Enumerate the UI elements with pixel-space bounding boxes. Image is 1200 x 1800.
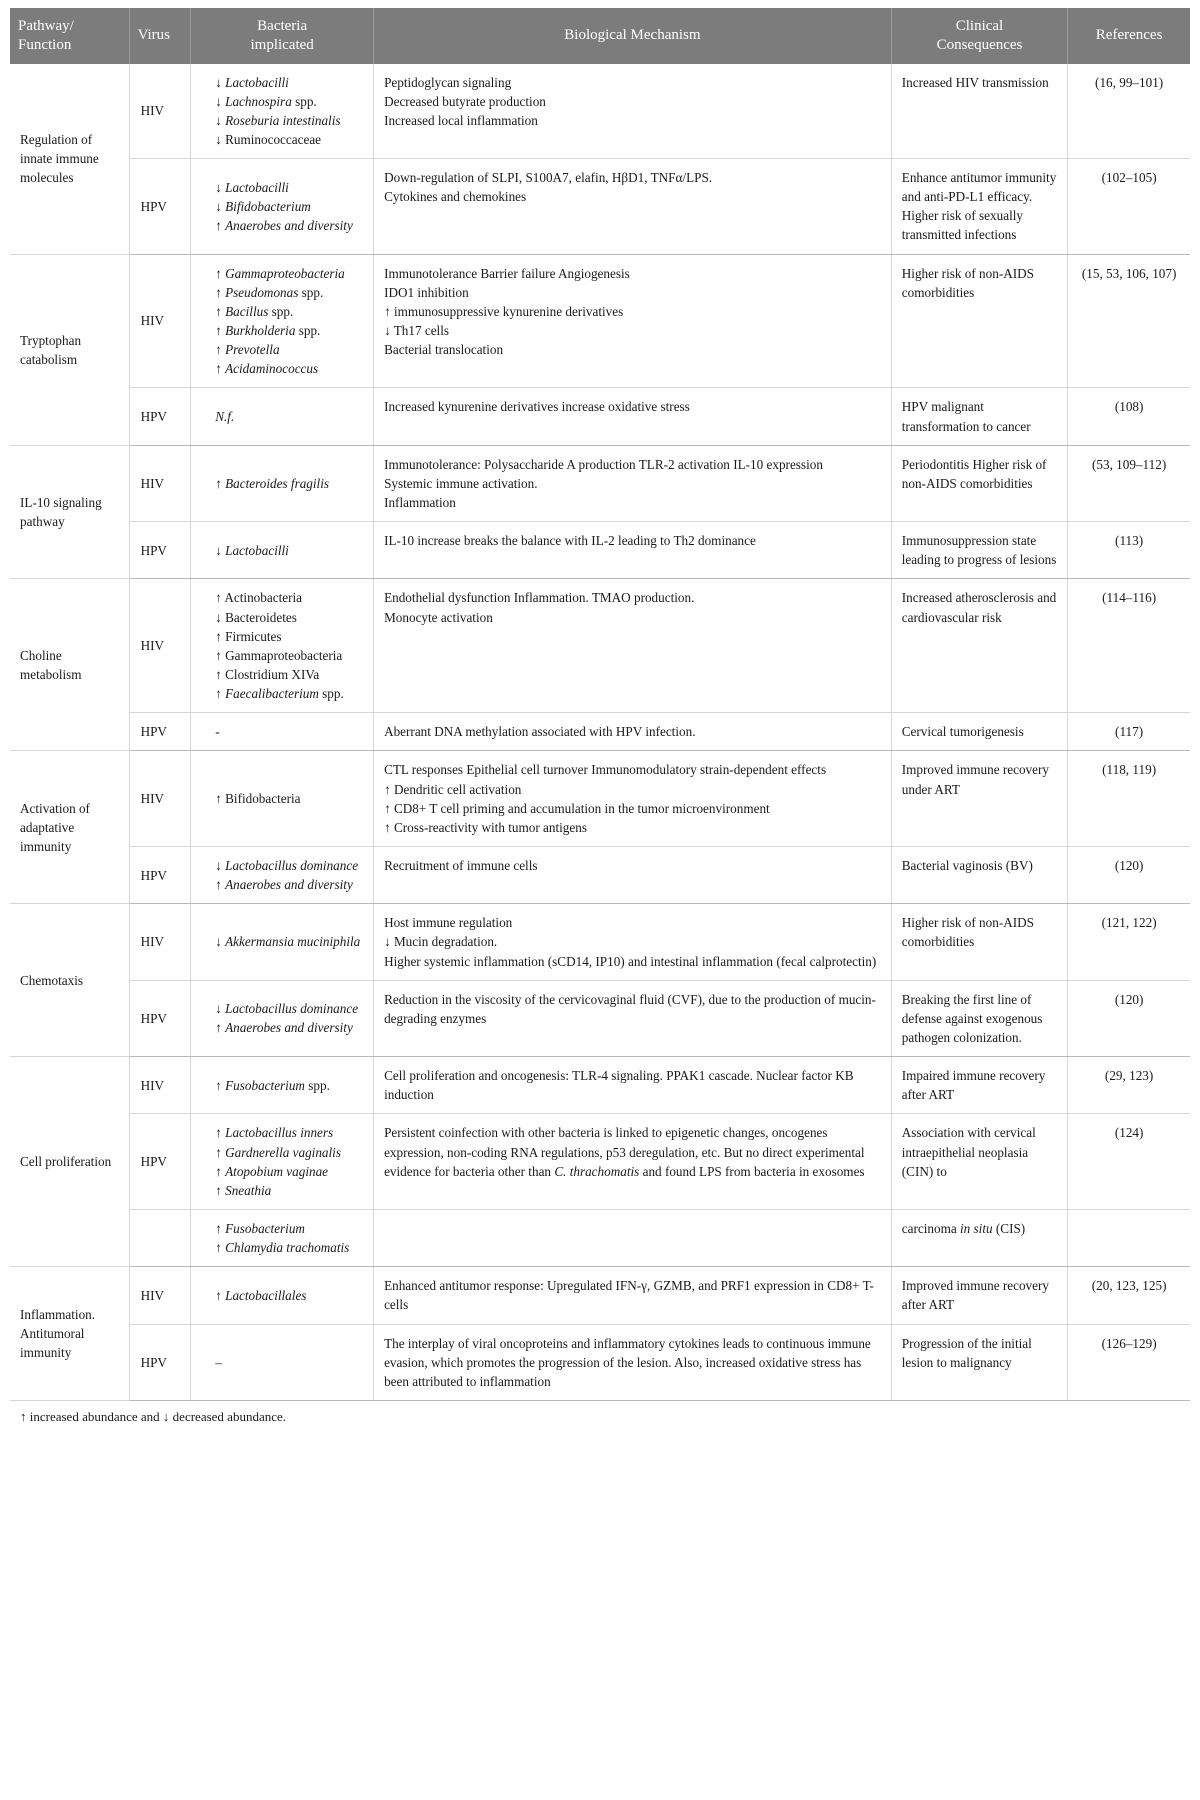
biological-mechanism-cell: Aberrant DNA methylation associated with HPV infection. — [374, 713, 892, 751]
virus-cell: HIV — [129, 904, 191, 980]
virus-cell: HPV — [129, 522, 191, 579]
table-row — [10, 751, 1190, 847]
table-body — [10, 64, 1190, 1401]
bacteria-implicated-cell: ↓ Lactobacillus dominance ↑ Anaerobes and diversity — [191, 980, 374, 1056]
bacteria-implicated-cell: ↓ Lactobacilli — [191, 522, 374, 579]
references-cell: (15, 53, 106, 107) — [1068, 254, 1190, 388]
references-cell: (120) — [1068, 980, 1190, 1056]
column-header-bacteria-implicated: Bacteria implicated — [191, 8, 374, 64]
clinical-consequences-cell: Enhance antitumor immunity and anti-PD-L1 efficacy. Higher risk of sexually transmitted infections — [891, 159, 1067, 255]
table-row — [10, 579, 1190, 713]
table-row — [10, 904, 1190, 980]
clinical-consequences-cell: Improved immune recovery under ART — [891, 751, 1067, 847]
footnote-row — [10, 1400, 1190, 1434]
bacteria-implicated-cell: ↑ Bacteroides fragilis — [191, 445, 374, 521]
clinical-consequences-cell: Association with cervical intraepithelial neoplasia (CIN) to — [891, 1114, 1067, 1210]
pathway-function-cell: Cell proliferation — [10, 1057, 129, 1267]
bacteria-implicated-cell: ↑ Fusobacterium spp. — [191, 1057, 374, 1114]
table-footer — [10, 1400, 1190, 1434]
table-row — [10, 713, 1190, 751]
biological-mechanism-cell: The interplay of viral oncoproteins and inflammatory cytokines leads to continuous immune evasion, which promotes the progression of the lesion. Also, increased oxidative stress has been attributed to inflammation — [374, 1324, 892, 1400]
references-cell: (108) — [1068, 388, 1190, 445]
references-cell: (118, 119) — [1068, 751, 1190, 847]
clinical-consequences-cell: Cervical tumorigenesis — [891, 713, 1067, 751]
table-row — [10, 1209, 1190, 1266]
biological-mechanism-cell: IL-10 increase breaks the balance with IL-2 leading to Th2 dominance — [374, 522, 892, 579]
references-cell: (114–116) — [1068, 579, 1190, 713]
footnote-text: ↑ increased abundance and ↓ decreased abundance. — [10, 1400, 1190, 1434]
bacteria-implicated-cell: ↓ Lactobacilli ↓ Bifidobacterium ↑ Anaerobes and diversity — [191, 159, 374, 255]
virus-cell: HPV — [129, 713, 191, 751]
virus-cell: HPV — [129, 980, 191, 1056]
column-header-pathway-function: Pathway/ Function — [10, 8, 129, 64]
virus-cell: HIV — [129, 254, 191, 388]
virus-cell: HIV — [129, 64, 191, 159]
biological-mechanism-cell: Host immune regulation ↓ Mucin degradation. Higher systemic inflammation (sCD14, IP10) and intestinal inflammation (fecal calprotectin) — [374, 904, 892, 980]
bacteria-implicated-cell: ↓ Lactobacilli ↓ Lachnospira spp. ↓ Roseburia intestinalis ↓ Ruminococcaceae — [191, 64, 374, 159]
bacteria-implicated-cell: ↑ Lactobacillales — [191, 1267, 374, 1324]
references-cell: (124) — [1068, 1114, 1190, 1210]
references-cell: (117) — [1068, 713, 1190, 751]
virus-cell: HPV — [129, 159, 191, 255]
table-row — [10, 64, 1190, 159]
bacteria-implicated-cell: ↓ Lactobacillus dominance ↑ Anaerobes and diversity — [191, 847, 374, 904]
virus-cell: HPV — [129, 1324, 191, 1400]
biological-mechanism-cell: Cell proliferation and oncogenesis: TLR-4 signaling. PPAK1 cascade. Nuclear factor KB induction — [374, 1057, 892, 1114]
virus-cell: HIV — [129, 579, 191, 713]
references-cell: (53, 109–112) — [1068, 445, 1190, 521]
virus-cell: HPV — [129, 1114, 191, 1210]
bacteria-implicated-cell: ↑ Gammaproteobacteria ↑ Pseudomonas spp. ↑ Bacillus spp. ↑ Burkholderia spp. ↑ Prevotella ↑ Acidaminococcus — [191, 254, 374, 388]
biological-mechanism-cell: Increased kynurenine derivatives increase oxidative stress — [374, 388, 892, 445]
column-header-clinical-consequences: Clinical Consequences — [891, 8, 1067, 64]
virus-cell — [129, 1209, 191, 1266]
clinical-consequences-cell: HPV malignant transformation to cancer — [891, 388, 1067, 445]
clinical-consequences-cell: Higher risk of non-AIDS comorbidities — [891, 904, 1067, 980]
biological-mechanism-cell: CTL responses Epithelial cell turnover Immunomodulatory strain-dependent effects ↑ Dendritic cell activation ↑ CD8+ T cell priming and accumulation in the tumor microenvironment ↑ Cross-reactivity with tumor antigens — [374, 751, 892, 847]
bacteria-implicated-cell: ↑ Fusobacterium ↑ Chlamydia trachomatis — [191, 1209, 374, 1266]
bacteria-implicated-cell: ↑ Actinobacteria ↓ Bacteroidetes ↑ Firmicutes ↑ Gammaproteobacteria ↑ Clostridium XIVa ↑ Faecalibacterium spp. — [191, 579, 374, 713]
table-row — [10, 254, 1190, 388]
header-row — [10, 8, 1190, 64]
table-row — [10, 980, 1190, 1056]
table-row — [10, 1114, 1190, 1210]
bacteria-implicated-cell: ↑ Lactobacillus inners ↑ Gardnerella vaginalis ↑ Atopobium vaginae ↑ Sneathia — [191, 1114, 374, 1210]
biological-mechanism-cell: Down-regulation of SLPI, S100A7, elafin, HβD1, TNFα/LPS. Cytokines and chemokines — [374, 159, 892, 255]
clinical-consequences-cell: Increased HIV transmission — [891, 64, 1067, 159]
references-cell: (16, 99–101) — [1068, 64, 1190, 159]
clinical-consequences-cell: carcinoma in situ (CIS) — [891, 1209, 1067, 1266]
pathway-function-table — [10, 8, 1190, 1435]
references-cell — [1068, 1209, 1190, 1266]
bacteria-implicated-cell: ↑ Bifidobacteria — [191, 751, 374, 847]
clinical-consequences-cell: Impaired immune recovery after ART — [891, 1057, 1067, 1114]
virus-cell: HIV — [129, 445, 191, 521]
table-row — [10, 388, 1190, 445]
clinical-consequences-cell: Periodontitis Higher risk of non-AIDS comorbidities — [891, 445, 1067, 521]
biological-mechanism-cell: Persistent coinfection with other bacteria is linked to epigenetic changes, oncogenes expression, non-coding RNA regulations, p53 deregulation, etc. But no direct experimental evidence for bacteria other than C. thrachomatis and found LPS from bacteria in exosomes — [374, 1114, 892, 1210]
pathway-function-cell: Choline metabolism — [10, 579, 129, 751]
clinical-consequences-cell: Immunosuppression state leading to progress of lesions — [891, 522, 1067, 579]
references-cell: (29, 123) — [1068, 1057, 1190, 1114]
references-cell: (120) — [1068, 847, 1190, 904]
virus-cell: HPV — [129, 388, 191, 445]
biological-mechanism-cell: Peptidoglycan signaling Decreased butyrate production Increased local inflammation — [374, 64, 892, 159]
pathway-function-cell: Tryptophan catabolism — [10, 254, 129, 445]
clinical-consequences-cell: Higher risk of non-AIDS comorbidities — [891, 254, 1067, 388]
references-cell: (121, 122) — [1068, 904, 1190, 980]
pathway-function-cell: Chemotaxis — [10, 904, 129, 1057]
pathway-function-cell: Inflammation. Antitumoral immunity — [10, 1267, 129, 1401]
virus-cell: HIV — [129, 1267, 191, 1324]
clinical-consequences-cell: Increased atherosclerosis and cardiovascular risk — [891, 579, 1067, 713]
biological-mechanism-cell: Enhanced antitumor response: Upregulated IFN-γ, GZMB, and PRF1 expression in CD8+ T-cells — [374, 1267, 892, 1324]
table-row — [10, 1267, 1190, 1324]
clinical-consequences-cell: Improved immune recovery after ART — [891, 1267, 1067, 1324]
column-header-references: References — [1068, 8, 1190, 64]
virus-cell: HIV — [129, 1057, 191, 1114]
references-cell: (102–105) — [1068, 159, 1190, 255]
bacteria-implicated-cell: N.f. — [191, 388, 374, 445]
clinical-consequences-cell: Bacterial vaginosis (BV) — [891, 847, 1067, 904]
virus-cell: HPV — [129, 847, 191, 904]
column-header-biological-mechanism: Biological Mechanism — [374, 8, 892, 64]
biological-mechanism-cell: Immunotolerance: Polysaccharide A production TLR-2 activation IL-10 expression Systemic immune activation. Inflammation — [374, 445, 892, 521]
biological-mechanism-cell — [374, 1209, 892, 1266]
table-row — [10, 159, 1190, 255]
references-cell: (113) — [1068, 522, 1190, 579]
bacteria-implicated-cell: – — [191, 1324, 374, 1400]
biological-mechanism-cell: Endothelial dysfunction Inflammation. TMAO production. Monocyte activation — [374, 579, 892, 713]
table-row — [10, 445, 1190, 521]
bacteria-implicated-cell: ↓ Akkermansia muciniphila — [191, 904, 374, 980]
biological-mechanism-cell: Recruitment of immune cells — [374, 847, 892, 904]
table-row — [10, 1057, 1190, 1114]
references-cell: (20, 123, 125) — [1068, 1267, 1190, 1324]
pathway-function-cell: Activation of adaptative immunity — [10, 751, 129, 904]
clinical-consequences-cell: Breaking the first line of defense against exogenous pathogen colonization. — [891, 980, 1067, 1056]
pathway-function-cell: IL-10 signaling pathway — [10, 445, 129, 579]
column-header-virus: Virus — [129, 8, 191, 64]
virus-cell: HIV — [129, 751, 191, 847]
pathway-function-cell: Regulation of innate immune molecules — [10, 64, 129, 255]
biological-mechanism-cell: Reduction in the viscosity of the cervicovaginal fluid (CVF), due to the production of mucin-degrading enzymes — [374, 980, 892, 1056]
table-row — [10, 522, 1190, 579]
biological-mechanism-cell: Immunotolerance Barrier failure Angiogenesis IDO1 inhibition ↑ immunosuppressive kynurenine derivatives ↓ Th17 cells Bacterial translocation — [374, 254, 892, 388]
table-row — [10, 1324, 1190, 1400]
references-cell: (126–129) — [1068, 1324, 1190, 1400]
table-header — [10, 8, 1190, 64]
clinical-consequences-cell: Progression of the initial lesion to malignancy — [891, 1324, 1067, 1400]
bacteria-implicated-cell: - — [191, 713, 374, 751]
table-row — [10, 847, 1190, 904]
